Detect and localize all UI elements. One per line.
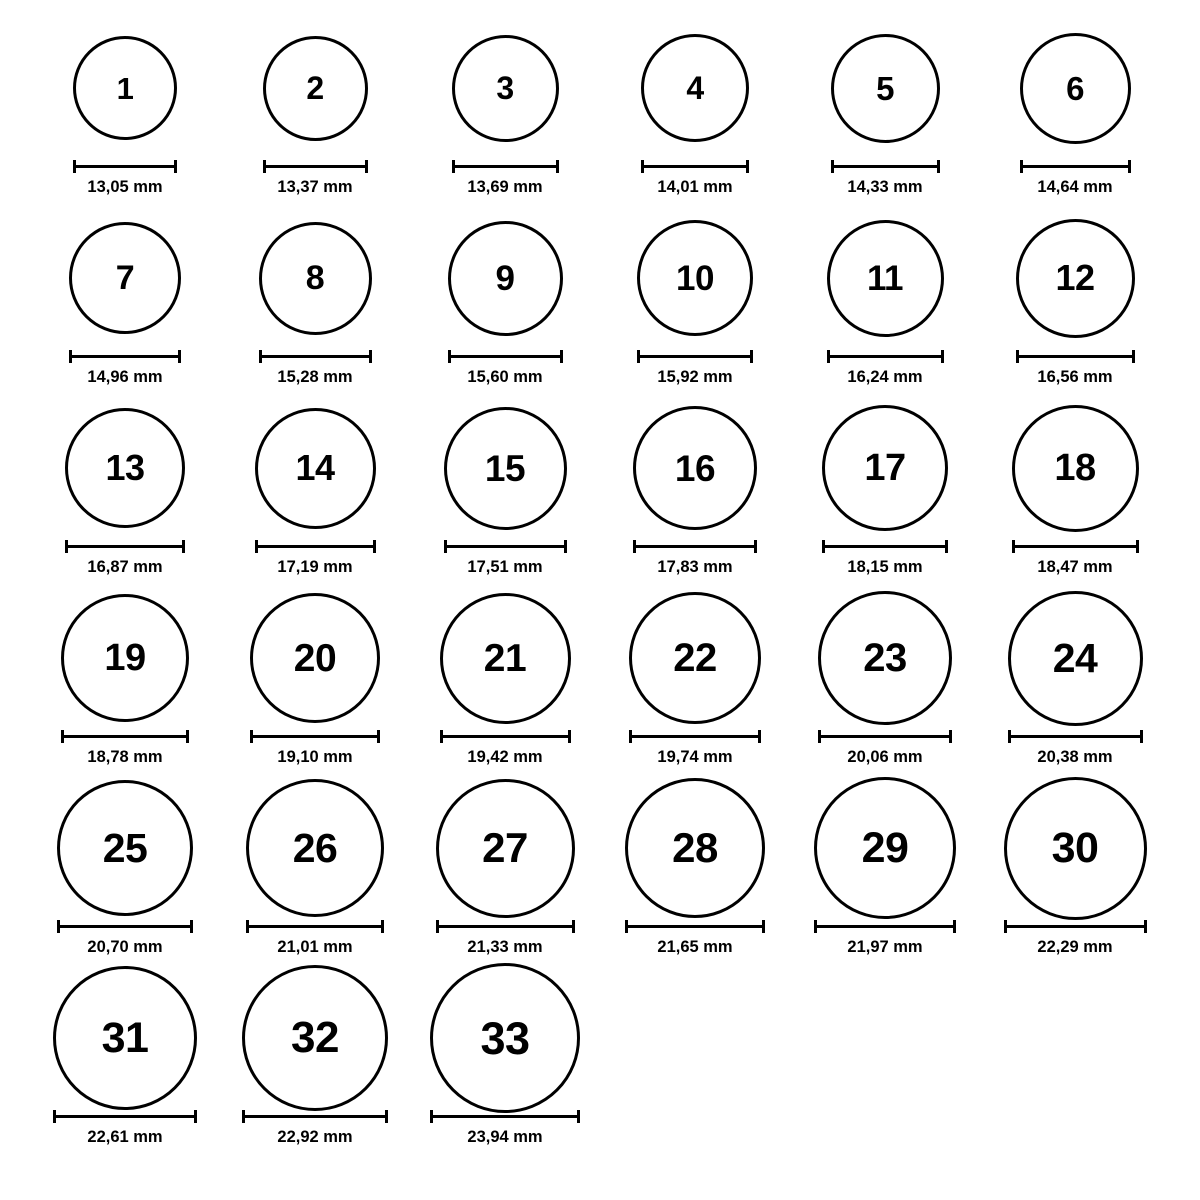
ring-circle-wrap	[600, 18, 790, 158]
ring-circle-wrap	[600, 208, 790, 348]
ruler-tick-right	[560, 350, 563, 363]
ring-circle-wrap	[980, 588, 1170, 728]
ring-size-cell[interactable]	[30, 778, 220, 968]
ring-diameter-label: 21,65 mm	[657, 938, 733, 956]
ring-size-cell[interactable]	[600, 208, 790, 398]
ruler-tick-left	[629, 730, 632, 743]
ring-size-number: 10	[676, 258, 714, 298]
ring-circle	[57, 780, 193, 916]
ring-size-cell[interactable]	[220, 18, 410, 208]
ring-size-number: 31	[101, 1013, 149, 1062]
ring-diameter-label: 16,87 mm	[87, 558, 163, 576]
measure-ruler-icon	[452, 160, 559, 172]
ruler-tick-left	[641, 160, 644, 173]
ring-circle-wrap	[790, 398, 980, 538]
ruler-tick-left	[818, 730, 821, 743]
ruler-bar	[822, 545, 948, 548]
ring-size-number: 27	[482, 824, 528, 871]
ruler-tick-right	[937, 160, 940, 173]
measure-ruler-icon	[1020, 160, 1131, 172]
ruler-tick-right	[174, 160, 177, 173]
ruler-tick-left	[246, 920, 249, 933]
ruler-tick-left	[53, 1110, 56, 1123]
ring-circle	[1008, 591, 1143, 726]
ring-size-cell[interactable]	[980, 398, 1170, 588]
ring-size-number: 1	[116, 70, 134, 106]
ring-size-number: 33	[480, 1012, 530, 1064]
ring-circle	[814, 777, 956, 919]
ring-circle	[629, 592, 761, 724]
ruler-tick-right	[1144, 920, 1147, 933]
ruler-tick-left	[69, 350, 72, 363]
ruler-tick-right	[564, 540, 567, 553]
ring-size-number: 3	[496, 70, 514, 106]
ring-size-cell[interactable]	[410, 778, 600, 968]
ring-circle-wrap	[790, 588, 980, 728]
ring-circle-wrap	[220, 968, 410, 1108]
ring-size-cell[interactable]	[980, 778, 1170, 968]
ring-size-number: 30	[1051, 823, 1099, 872]
ring-circle	[452, 35, 559, 142]
ring-circle	[1012, 405, 1139, 532]
measure-ruler-icon	[1004, 920, 1147, 932]
ring-size-number: 13	[105, 447, 145, 488]
ruler-bar	[1008, 735, 1143, 738]
ring-size-cell[interactable]	[410, 968, 600, 1158]
ruler-tick-right	[762, 920, 765, 933]
ruler-bar	[440, 735, 571, 738]
ruler-tick-left	[250, 730, 253, 743]
ring-size-number: 2	[306, 70, 324, 106]
ruler-bar	[73, 165, 177, 168]
ring-circle-wrap	[220, 18, 410, 158]
ring-size-number: 8	[305, 259, 325, 297]
ring-circle	[822, 405, 948, 531]
ring-circle	[242, 965, 388, 1111]
ring-size-number: 16	[674, 447, 716, 489]
ruler-tick-left	[633, 540, 636, 553]
ring-size-cell[interactable]	[410, 588, 600, 778]
ring-circle	[448, 221, 563, 336]
ring-diameter-label: 15,60 mm	[467, 368, 543, 386]
measure-ruler-icon	[430, 1110, 580, 1122]
ring-circle-wrap	[30, 398, 220, 538]
ruler-tick-left	[259, 350, 262, 363]
ring-circle-wrap	[220, 588, 410, 728]
ruler-tick-right	[381, 920, 384, 933]
ring-size-number: 4	[686, 70, 704, 106]
ring-size-cell[interactable]	[790, 398, 980, 588]
ring-diameter-label: 14,64 mm	[1037, 178, 1113, 196]
ring-diameter-label: 15,92 mm	[657, 368, 733, 386]
ring-circle	[440, 593, 571, 724]
ring-diameter-label: 22,92 mm	[277, 1128, 353, 1146]
ring-circle-wrap	[790, 208, 980, 348]
ring-size-number: 18	[1054, 447, 1096, 489]
measure-ruler-icon	[637, 350, 753, 362]
ruler-tick-left	[255, 540, 258, 553]
ring-circle	[61, 594, 189, 722]
ring-diameter-label: 16,24 mm	[847, 368, 923, 386]
ring-circle-wrap	[410, 18, 600, 158]
measure-ruler-icon	[1008, 730, 1143, 742]
ring-size-cell[interactable]	[410, 18, 600, 208]
ring-circle	[246, 779, 384, 917]
ring-circle	[1020, 33, 1131, 144]
ring-size-cell[interactable]	[600, 588, 790, 778]
ring-circle-wrap	[600, 778, 790, 918]
ring-circle-wrap	[220, 208, 410, 348]
ring-size-number: 12	[1055, 257, 1095, 298]
ring-size-cell[interactable]	[220, 208, 410, 398]
ruler-tick-left	[452, 160, 455, 173]
ruler-bar	[61, 735, 189, 738]
ring-size-number: 9	[495, 258, 515, 298]
ruler-tick-right	[369, 350, 372, 363]
ruler-tick-left	[814, 920, 817, 933]
ruler-bar	[814, 925, 956, 928]
ring-size-number: 17	[864, 447, 906, 489]
ring-circle-wrap	[30, 588, 220, 728]
ring-diameter-label: 23,94 mm	[467, 1128, 543, 1146]
ruler-bar	[65, 545, 185, 548]
ruler-bar	[430, 1115, 580, 1118]
ruler-bar	[818, 735, 952, 738]
ruler-tick-right	[1140, 730, 1143, 743]
ring-circle-wrap	[980, 18, 1170, 158]
ruler-bar	[259, 355, 372, 358]
ruler-tick-left	[831, 160, 834, 173]
ruler-tick-left	[1012, 540, 1015, 553]
ruler-bar	[633, 545, 757, 548]
ring-size-number: 26	[292, 824, 338, 871]
ring-circle	[444, 407, 567, 530]
ring-size-number: 15	[484, 447, 526, 489]
ring-size-number: 24	[1052, 634, 1098, 681]
ring-size-number: 29	[861, 823, 909, 872]
ruler-tick-left	[436, 920, 439, 933]
ring-diameter-label: 20,06 mm	[847, 748, 923, 766]
measure-ruler-icon	[65, 540, 185, 552]
measure-ruler-icon	[818, 730, 952, 742]
measure-ruler-icon	[73, 160, 177, 172]
ring-circle	[641, 34, 749, 142]
ruler-tick-left	[822, 540, 825, 553]
ruler-tick-right	[1136, 540, 1139, 553]
ruler-tick-left	[827, 350, 830, 363]
ring-size-cell[interactable]	[410, 398, 600, 588]
ruler-tick-left	[440, 730, 443, 743]
ruler-tick-left	[1004, 920, 1007, 933]
ruler-tick-right	[577, 1110, 580, 1123]
ring-circle	[436, 779, 575, 918]
ring-size-number: 22	[673, 636, 717, 680]
ring-circle	[827, 220, 944, 337]
ring-circle-wrap	[410, 968, 600, 1108]
ring-diameter-label: 21,97 mm	[847, 938, 923, 956]
ruler-bar	[1004, 925, 1147, 928]
ring-size-cell[interactable]	[30, 18, 220, 208]
ring-circle-wrap	[790, 778, 980, 918]
ruler-bar	[827, 355, 944, 358]
measure-ruler-icon	[827, 350, 944, 362]
ring-size-cell[interactable]	[980, 588, 1170, 778]
ring-size-cell[interactable]	[790, 588, 980, 778]
measure-ruler-icon	[242, 1110, 388, 1122]
ruler-bar	[641, 165, 749, 168]
ring-diameter-label: 20,70 mm	[87, 938, 163, 956]
ring-circle	[430, 963, 580, 1113]
measure-ruler-icon	[448, 350, 563, 362]
ruler-bar	[831, 165, 940, 168]
measure-ruler-icon	[61, 730, 189, 742]
ring-size-number: 7	[115, 259, 135, 297]
ruler-bar	[263, 165, 368, 168]
ring-diameter-label: 13,69 mm	[467, 178, 543, 196]
ring-circle	[255, 408, 376, 529]
ruler-tick-left	[448, 350, 451, 363]
ring-size-number: 14	[295, 447, 335, 488]
ruler-bar	[625, 925, 765, 928]
ruler-tick-right	[746, 160, 749, 173]
ring-diameter-label: 18,78 mm	[87, 748, 163, 766]
ruler-bar	[1020, 165, 1131, 168]
ring-diameter-label: 19,10 mm	[277, 748, 353, 766]
ring-circle	[65, 408, 185, 528]
ruler-tick-left	[444, 540, 447, 553]
ring-size-number: 5	[876, 69, 894, 107]
ring-diameter-label: 22,29 mm	[1037, 938, 1113, 956]
ring-circle-wrap	[600, 398, 790, 538]
ring-circle-wrap	[980, 398, 1170, 538]
ring-diameter-label: 20,38 mm	[1037, 748, 1113, 766]
ruler-tick-right	[377, 730, 380, 743]
ring-circle-wrap	[410, 588, 600, 728]
ruler-tick-right	[949, 730, 952, 743]
ring-circle-wrap	[980, 208, 1170, 348]
ring-size-cell[interactable]	[790, 18, 980, 208]
ring-size-number: 20	[293, 636, 337, 680]
measure-ruler-icon	[53, 1110, 197, 1122]
ring-circle	[73, 36, 177, 140]
measure-ruler-icon	[259, 350, 372, 362]
ruler-bar	[246, 925, 384, 928]
ring-size-cell[interactable]	[980, 208, 1170, 398]
measure-ruler-icon	[831, 160, 940, 172]
ring-diameter-label: 17,51 mm	[467, 558, 543, 576]
ring-circle	[250, 593, 380, 723]
ruler-tick-right	[941, 350, 944, 363]
ring-circle-wrap	[30, 18, 220, 158]
measure-ruler-icon	[822, 540, 948, 552]
ring-circle-wrap	[30, 968, 220, 1108]
measure-ruler-icon	[444, 540, 567, 552]
ruler-bar	[436, 925, 575, 928]
ruler-bar	[255, 545, 376, 548]
ruler-bar	[444, 545, 567, 548]
ruler-bar	[1016, 355, 1135, 358]
ring-size-cell[interactable]	[790, 778, 980, 968]
ruler-tick-right	[385, 1110, 388, 1123]
ruler-bar	[629, 735, 761, 738]
ring-circle-wrap	[790, 18, 980, 158]
ring-diameter-label: 17,83 mm	[657, 558, 733, 576]
ruler-bar	[57, 925, 193, 928]
ring-size-number: 23	[863, 636, 907, 680]
ring-circle-wrap	[980, 778, 1170, 918]
measure-ruler-icon	[250, 730, 380, 742]
ring-size-cell[interactable]	[410, 208, 600, 398]
ruler-tick-right	[953, 920, 956, 933]
ruler-tick-right	[194, 1110, 197, 1123]
ring-diameter-label: 13,37 mm	[277, 178, 353, 196]
ruler-tick-left	[263, 160, 266, 173]
measure-ruler-icon	[263, 160, 368, 172]
ring-circle-wrap	[220, 398, 410, 538]
ring-circle-wrap	[220, 778, 410, 918]
ring-diameter-label: 21,01 mm	[277, 938, 353, 956]
ruler-tick-left	[57, 920, 60, 933]
ring-size-number: 21	[483, 636, 527, 680]
ring-size-number: 19	[104, 637, 146, 679]
ring-diameter-label: 19,74 mm	[657, 748, 733, 766]
ring-size-cell[interactable]	[30, 208, 220, 398]
ring-size-cell[interactable]	[220, 398, 410, 588]
ring-size-cell[interactable]	[980, 18, 1170, 208]
ring-circle-wrap	[30, 778, 220, 918]
ruler-tick-right	[373, 540, 376, 553]
ring-circle	[1004, 777, 1147, 920]
ring-circle	[1016, 219, 1135, 338]
ring-circle	[53, 966, 197, 1110]
ruler-tick-right	[750, 350, 753, 363]
ruler-tick-left	[242, 1110, 245, 1123]
ring-circle-wrap	[30, 208, 220, 348]
ring-diameter-label: 16,56 mm	[1037, 368, 1113, 386]
measure-ruler-icon	[69, 350, 181, 362]
size-grid	[0, 18, 1200, 1158]
ring-circle	[259, 222, 372, 335]
ring-diameter-label: 13,05 mm	[87, 178, 163, 196]
ring-size-cell[interactable]	[30, 398, 220, 588]
ruler-bar	[69, 355, 181, 358]
ruler-bar	[53, 1115, 197, 1118]
measure-ruler-icon	[641, 160, 749, 172]
ring-size-cell[interactable]	[790, 208, 980, 398]
ring-size-number: 28	[672, 824, 718, 871]
measure-ruler-icon	[255, 540, 376, 552]
ring-diameter-label: 14,96 mm	[87, 368, 163, 386]
ring-circle	[637, 220, 753, 336]
ruler-bar	[448, 355, 563, 358]
measure-ruler-icon	[436, 920, 575, 932]
ring-size-cell[interactable]	[600, 778, 790, 968]
ring-size-cell[interactable]	[220, 968, 410, 1158]
ring-diameter-label: 17,19 mm	[277, 558, 353, 576]
measure-ruler-icon	[633, 540, 757, 552]
ring-size-number: 25	[102, 824, 148, 871]
measure-ruler-icon	[57, 920, 193, 932]
ring-circle	[263, 36, 368, 141]
ruler-tick-right	[365, 160, 368, 173]
ruler-bar	[1012, 545, 1139, 548]
ring-size-cell[interactable]	[220, 588, 410, 778]
ring-size-number: 32	[291, 1013, 339, 1062]
ruler-tick-right	[1128, 160, 1131, 173]
ring-size-cell[interactable]	[30, 968, 220, 1158]
ring-circle	[69, 222, 181, 334]
ruler-tick-left	[1020, 160, 1023, 173]
measure-ruler-icon	[246, 920, 384, 932]
ruler-bar	[242, 1115, 388, 1118]
ring-size-number: 6	[1066, 69, 1084, 107]
ruler-tick-right	[178, 350, 181, 363]
ruler-tick-right	[556, 160, 559, 173]
measure-ruler-icon	[814, 920, 956, 932]
ruler-tick-left	[625, 920, 628, 933]
ring-size-cell[interactable]	[30, 588, 220, 778]
ruler-tick-right	[1132, 350, 1135, 363]
ring-circle	[818, 591, 952, 725]
ring-size-cell[interactable]	[600, 398, 790, 588]
ruler-tick-right	[758, 730, 761, 743]
ruler-tick-left	[430, 1110, 433, 1123]
ruler-tick-left	[73, 160, 76, 173]
ruler-tick-left	[1008, 730, 1011, 743]
ring-diameter-label: 14,01 mm	[657, 178, 733, 196]
ring-size-cell[interactable]	[220, 778, 410, 968]
ring-circle	[831, 34, 940, 143]
ruler-tick-right	[568, 730, 571, 743]
ruler-tick-right	[190, 920, 193, 933]
ring-size-number: 11	[867, 258, 903, 298]
ruler-tick-left	[637, 350, 640, 363]
ring-circle	[633, 406, 757, 530]
ring-size-cell[interactable]	[600, 18, 790, 208]
measure-ruler-icon	[625, 920, 765, 932]
ring-diameter-label: 22,61 mm	[87, 1128, 163, 1146]
ruler-tick-right	[945, 540, 948, 553]
ring-diameter-label: 18,47 mm	[1037, 558, 1113, 576]
ring-circle	[625, 778, 765, 918]
ring-diameter-label: 18,15 mm	[847, 558, 923, 576]
ring-circle-wrap	[410, 398, 600, 538]
ring-circle-wrap	[410, 778, 600, 918]
ruler-tick-left	[61, 730, 64, 743]
measure-ruler-icon	[629, 730, 761, 742]
ring-diameter-label: 19,42 mm	[467, 748, 543, 766]
ring-circle-wrap	[410, 208, 600, 348]
ring-circle-wrap	[600, 588, 790, 728]
ruler-bar	[250, 735, 380, 738]
ruler-tick-right	[754, 540, 757, 553]
measure-ruler-icon	[1016, 350, 1135, 362]
ring-diameter-label: 15,28 mm	[277, 368, 353, 386]
ruler-bar	[452, 165, 559, 168]
ruler-tick-left	[65, 540, 68, 553]
ring-diameter-label: 21,33 mm	[467, 938, 543, 956]
ruler-bar	[637, 355, 753, 358]
ring-diameter-label: 14,33 mm	[847, 178, 923, 196]
ruler-tick-right	[572, 920, 575, 933]
ruler-tick-right	[186, 730, 189, 743]
measure-ruler-icon	[1012, 540, 1139, 552]
measure-ruler-icon	[440, 730, 571, 742]
ruler-tick-right	[182, 540, 185, 553]
ruler-tick-left	[1016, 350, 1019, 363]
